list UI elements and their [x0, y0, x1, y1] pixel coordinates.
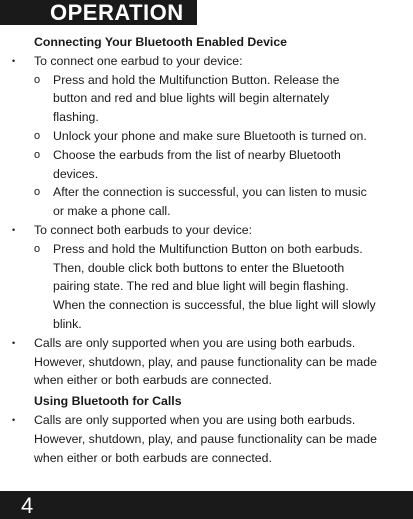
circle-bullet-icon: o: [34, 148, 41, 161]
bullet-item: [0, 334, 413, 390]
bullet-text: To connect both earbuds to your device:: [34, 222, 253, 237]
bullet-dot-icon: •: [12, 337, 16, 348]
sub-item: [0, 146, 413, 184]
circle-bullet-icon: o: [34, 242, 41, 255]
circle-bullet-icon: o: [34, 186, 41, 199]
sub-item: [0, 71, 413, 127]
sub-item-text: Press and hold the Multifunction Button. Release the button and red and blue lights will begin alternately flashing.: [53, 72, 340, 125]
section-header-tab: [0, 0, 197, 25]
sub-item-text: Choose the earbuds from the list of nearby Bluetooth devices.: [53, 147, 341, 181]
sub-item: [0, 240, 413, 334]
section-heading-calls: Using Bluetooth for Calls: [34, 394, 182, 409]
section-heading-connecting: Connecting Your Bluetooth Enabled Device: [34, 35, 288, 49]
bullet-text: Calls are only supported when you are using both earbuds. However, shutdown, play, and pause functionality can be made when either or both earbuds are connected.: [34, 412, 377, 465]
page-number: 4: [21, 493, 34, 518]
sub-item: [0, 183, 413, 221]
bullet-item: [0, 52, 413, 71]
sub-item-text: Unlock your phone and make sure Bluetooth is turned on.: [53, 128, 367, 143]
bullet-dot-icon: •: [12, 414, 16, 425]
footer-band: [0, 491, 413, 519]
section-title: OPERATION: [50, 0, 184, 25]
bullet-dot-icon: •: [12, 55, 16, 66]
bullet-text: To connect one earbud to your device:: [34, 53, 243, 68]
page-content: [0, 33, 413, 467]
bullet-item: [0, 221, 413, 240]
bullet-text: Calls are only supported when you are using both earbuds. However, shutdown, play, and pause functionality can be made when either or both earbuds are connected.: [34, 335, 377, 388]
sub-item-text: After the connection is successful, you can listen to music or make a phone call.: [53, 185, 367, 219]
bullet-dot-icon: •: [12, 224, 16, 235]
sub-item-text: Press and hold the Multifunction Button on both earbuds. Then, double click both buttons to enter the Bluetooth pairing state. The red and blue light will begin flashing. When the connection is successful, the blue light will slowly blink.: [53, 241, 376, 331]
sub-item: [0, 127, 413, 146]
bullet-item: [0, 411, 413, 467]
circle-bullet-icon: o: [34, 129, 41, 142]
circle-bullet-icon: o: [34, 73, 41, 86]
